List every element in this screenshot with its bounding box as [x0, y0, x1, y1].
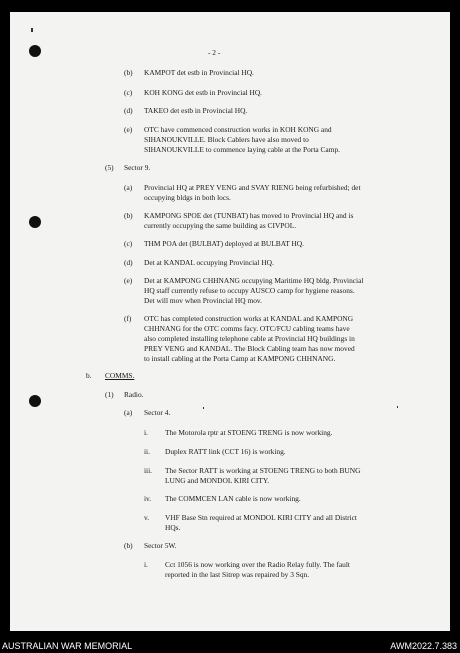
text-line: SIHANOUKVILLE. Block Cablers have also moved to: [144, 135, 309, 144]
item-number: (d): [124, 106, 133, 115]
text-line: Cct 1056 is now working over the Radio Relay fully. The fault: [165, 560, 350, 569]
binder-hole-middle: [29, 216, 41, 228]
text-line: Provincial HQ at PREY VENG and SVAY RIENG being refurbished; det: [144, 183, 361, 192]
item-number: (d): [124, 258, 133, 267]
text-line: Duplex RATT link (CCT 16) is working.: [165, 447, 286, 456]
text-line: Det will mov when Provincial HQ mov.: [144, 296, 262, 305]
text-line: The Motorola rptr at STOENG TRENG is now working.: [165, 428, 333, 437]
text-line: THM POA det (BULBAT) deployed at BULBAT HQ.: [144, 239, 304, 248]
page-number: - 2 -: [208, 48, 221, 57]
subsection-title: Sector 4.: [144, 408, 171, 417]
item-number: (a): [124, 183, 133, 192]
section-title: Sector 9.: [124, 163, 151, 172]
roman-number: ii.: [144, 447, 150, 456]
text-line: The COMMCEN LAN cable is now working.: [165, 494, 301, 503]
item-number: (b): [124, 68, 133, 77]
text-line: TAKEO det estb in Provincial HQ.: [144, 106, 248, 115]
text-line: PREY VENG and KANDAL. The Block Cabling team has now moved: [144, 344, 355, 353]
section-heading: COMMS.: [105, 371, 135, 380]
text-line: occupying bldgs in both locs.: [144, 193, 231, 202]
roman-number: iv.: [144, 494, 152, 503]
text-line: Det at KANDAL occupying Provincial HQ.: [144, 258, 274, 267]
text-line: to install cabling at the Porta Camp at KAMPONG CHHNANG.: [144, 354, 336, 363]
paper-speck: [31, 28, 33, 32]
item-number: (b): [124, 211, 133, 220]
text-line: LUNG and MONDOL KIRI CITY.: [165, 476, 270, 485]
text-line: VHF Base Stn required at MONDOL KIRI CITY and all District: [165, 513, 357, 522]
text-line: OTC have commenced construction works in KOH KONG and: [144, 125, 332, 134]
section-title: Radio.: [124, 390, 144, 399]
paper-speck: [203, 407, 204, 409]
section-letter: b.: [86, 371, 92, 380]
text-line: KAMPOT det estb in Provincial HQ.: [144, 68, 254, 77]
text-line: Det at KAMPONG CHHNANG occupying Maritime HQ bldg. Provincial: [144, 276, 364, 285]
section-number: (1): [105, 390, 114, 399]
roman-number: i.: [144, 428, 148, 437]
subsection-title: Sector 5W.: [144, 541, 177, 550]
document-page: [10, 12, 450, 631]
text-line: SIHANOUKVILLE to commence laying cable at the Porta Camp.: [144, 145, 341, 154]
item-number: (c): [124, 88, 133, 97]
text-line: OTC has completed construction works at KANDAL and KAMPONG: [144, 314, 354, 323]
footer-accession-number: AWM2022.7.383: [390, 641, 457, 651]
text-line: currently occupying the same building as CIVPOL.: [144, 221, 297, 230]
text-line: CHHNANG for the OTC comms facy. OTC/FCU cabling teams have: [144, 324, 350, 333]
item-number: (b): [124, 541, 133, 550]
section-number: (5): [105, 163, 114, 172]
text-line: KOH KONG det estb in Provincial HQ.: [144, 88, 263, 97]
roman-number: iii.: [144, 466, 153, 475]
binder-hole-top: [29, 45, 41, 57]
paper-speck: [397, 406, 398, 408]
roman-number: v.: [144, 513, 150, 522]
item-number: (c): [124, 239, 133, 248]
item-number: (e): [124, 125, 133, 134]
item-number: (f): [124, 314, 132, 323]
roman-number: i.: [144, 560, 148, 569]
text-line: HQ staff currently refuse to occupy AUSCO camp for hygiene reasons.: [144, 286, 355, 295]
text-line: also completed installing telephone cable at Provincial HQ buildings in: [144, 334, 355, 343]
text-line: reported in the last Sitrep was repaired by 3 Sqn.: [165, 570, 310, 579]
text-line: KAMPONG SPOE det (TUNBAT) has moved to Provincial HQ and is: [144, 211, 354, 220]
binder-hole-bottom: [29, 395, 41, 407]
text-line: HQs.: [165, 523, 181, 532]
item-number: (a): [124, 408, 133, 417]
footer-institution: AUSTRALIAN WAR MEMORIAL: [2, 641, 133, 651]
item-number: (e): [124, 276, 133, 285]
text-line: The Sector RATT is working at STOENG TRENG to both BUNG: [165, 466, 361, 475]
archive-footer: [0, 631, 460, 653]
